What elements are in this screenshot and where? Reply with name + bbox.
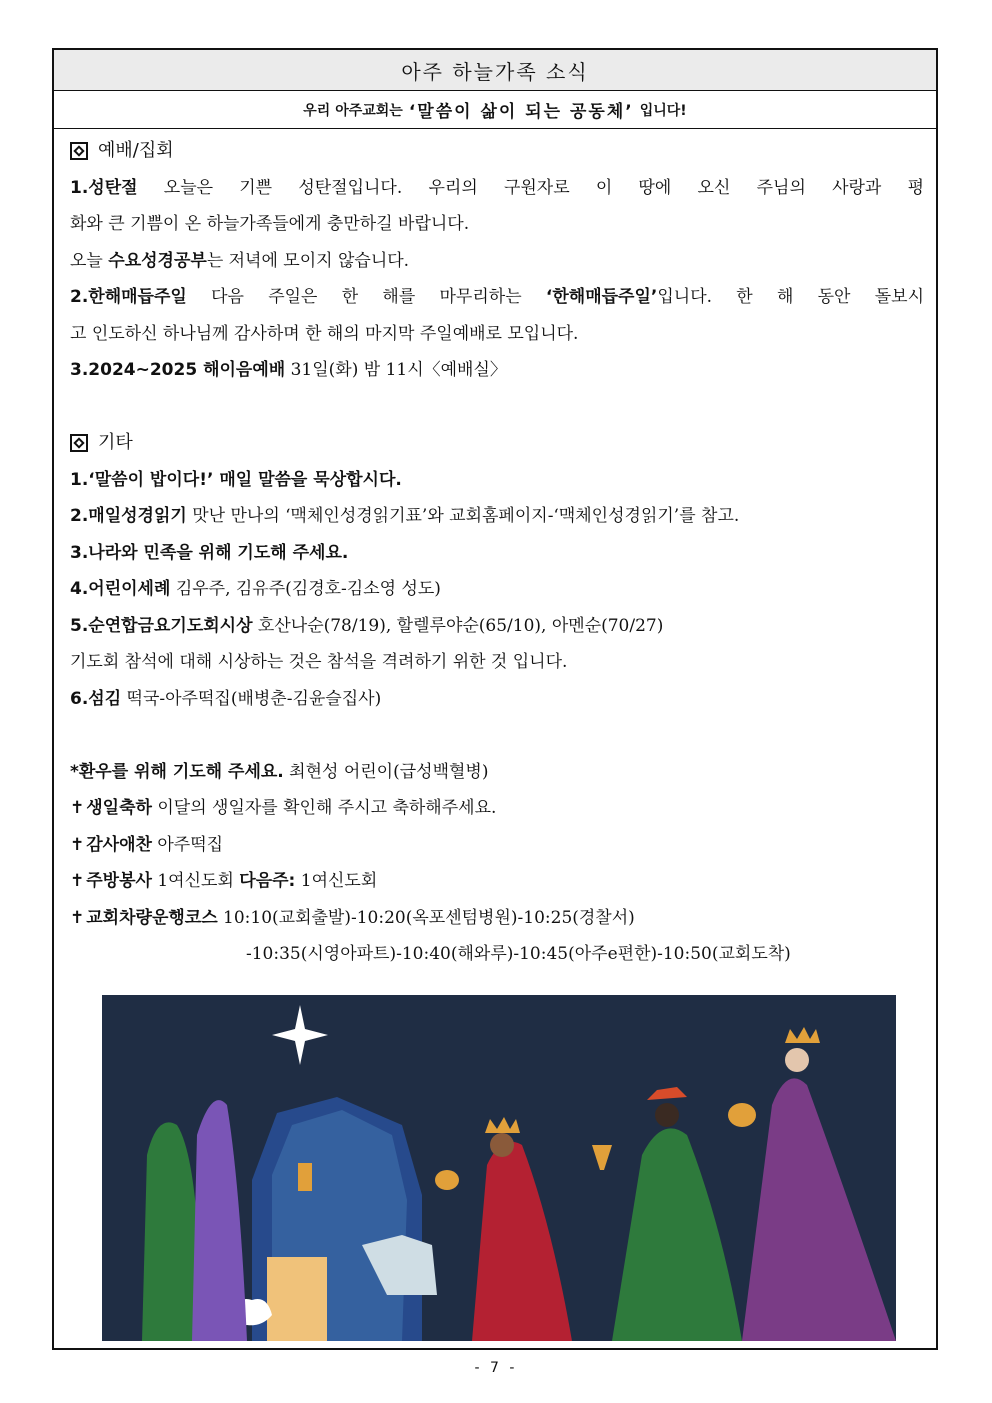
diamond-box-icon	[70, 142, 88, 160]
item-text: 는 저녁에 모이지 않습니다.	[206, 250, 410, 271]
etc-item-5-note: 기도회 참석에 대해 시상하는 것은 참석을 격려하기 위한 것 입니다.	[70, 652, 568, 672]
item-text: 호산나순(78/19), 할렐루야순(65/10), 아멘순(70/27)	[257, 615, 664, 636]
motto-prefix: 우리 아주교회는	[303, 102, 403, 119]
prayer-request	[70, 754, 924, 791]
item-bold: 3.나라와 민족을 위해 기도해 주세요.	[70, 542, 349, 563]
item-label: 1.성탄절	[70, 177, 138, 198]
kitchen-service-notice	[70, 863, 924, 900]
item-text: 떡국-아주떡집(배병춘-김윤슬집사)	[126, 688, 382, 709]
cross-icon: ✝	[70, 798, 85, 818]
nativity-illustration	[102, 995, 896, 1341]
item-text: 1여신도회	[157, 871, 234, 891]
etc-item-6	[70, 681, 924, 718]
item-label: 교회차량운행코스	[86, 907, 218, 928]
item-label: 6.섬김	[70, 688, 122, 709]
item-bold: ‘한해매듭주일’	[545, 287, 658, 307]
item-text: 이달의 생일자를 확인해 주시고 축하해주세요.	[157, 798, 497, 818]
item-text: 입니다. 한 해 동안 돌보시	[657, 287, 925, 307]
news-content	[54, 129, 936, 973]
etc-heading-text: 기타	[98, 432, 133, 453]
motto-main: ‘말씀이 삶이 되는 공동체’	[408, 102, 634, 122]
cross-icon: ✝	[70, 907, 85, 928]
item-text: 김우주, 김유주(김경호-김소영 성도)	[175, 579, 441, 599]
etc-item-3	[70, 535, 924, 572]
etc-item-1	[70, 462, 924, 499]
worship-item-1-cont: 화와 큰 기쁨이 온 하늘가족들에게 충만하길 바랍니다.	[70, 214, 470, 234]
item-label: 2.한해매듭주일	[70, 287, 187, 307]
etc-item-5	[70, 608, 924, 645]
item-text: 최현성 어린이(급성백혈병)	[289, 761, 489, 782]
worship-heading	[70, 133, 924, 170]
spacer	[70, 389, 924, 426]
item-text: 다음 주일은 한 해를 마무리하는	[211, 287, 522, 307]
cross-icon: ✝	[70, 871, 85, 891]
bus-route-notice	[70, 900, 924, 937]
item-label: 주방봉사	[86, 871, 152, 891]
worship-item-1-note	[70, 243, 924, 280]
item-label: 2.매일성경읽기	[70, 506, 187, 526]
item-text: 오늘은 기쁜 성탄절입니다. 우리의 구원자로 이 땅에 오신 주님의 사랑과 평	[163, 177, 924, 198]
item-text: 1여신도회	[300, 871, 378, 891]
bus-route-cont: -10:35(시영아파트)-10:40(해와루)-10:45(아주e편한)-10:50(교회도착)	[246, 944, 791, 964]
birthday-notice	[70, 790, 924, 827]
etc-item-2	[70, 498, 924, 535]
item-label: 3.2024~2025 해이음예배	[70, 360, 286, 380]
motto-suffix: 입니다!	[639, 102, 687, 119]
thanks-meal-notice	[70, 827, 924, 864]
item-text: 오늘	[70, 250, 103, 271]
cross-icon: ✝	[70, 834, 85, 855]
item-label: 생일축하	[86, 798, 152, 818]
item-label: 다음주:	[239, 871, 296, 891]
worship-item-1	[70, 170, 924, 207]
diamond-box-icon	[70, 434, 88, 452]
item-label: 감사애찬	[86, 834, 152, 855]
page-title: 아주 하늘가족 소식	[54, 50, 936, 91]
worship-heading-text: 예배/집회	[98, 140, 174, 161]
item-bold: 수요성경공부	[108, 250, 207, 271]
page-number: - 7 -	[474, 1360, 518, 1376]
etc-heading	[70, 425, 924, 462]
spacer	[70, 717, 924, 754]
item-text: 맛난 만나의 ‘맥체인성경읽기표’와 교회홈페이지-‘맥체인성경읽기’를 참고.	[192, 506, 740, 526]
worship-item-2-cont: 고 인도하신 하나님께 감사하며 한 해의 마지막 주일예배로 모입니다.	[70, 323, 579, 344]
item-text: 31일(화) 밤 11시〈예배실〉	[290, 360, 507, 380]
bulletin-frame	[52, 48, 938, 1350]
item-label: 4.어린이세례	[70, 579, 171, 599]
item-text: 10:10(교회출발)-10:20(옥포센텀병원)-10:25(경찰서)	[223, 907, 635, 928]
item-text: 아주떡집	[157, 834, 224, 855]
etc-item-4	[70, 571, 924, 608]
church-motto	[54, 91, 936, 129]
worship-item-2	[70, 279, 924, 316]
item-bold: 1.‘말씀이 밥이다!’ 매일 말씀을 묵상합시다.	[70, 469, 402, 490]
worship-item-3	[70, 352, 924, 389]
item-label: *환우를 위해 기도해 주세요.	[70, 761, 284, 782]
item-label: 5.순연합금요기도회시상	[70, 615, 253, 636]
